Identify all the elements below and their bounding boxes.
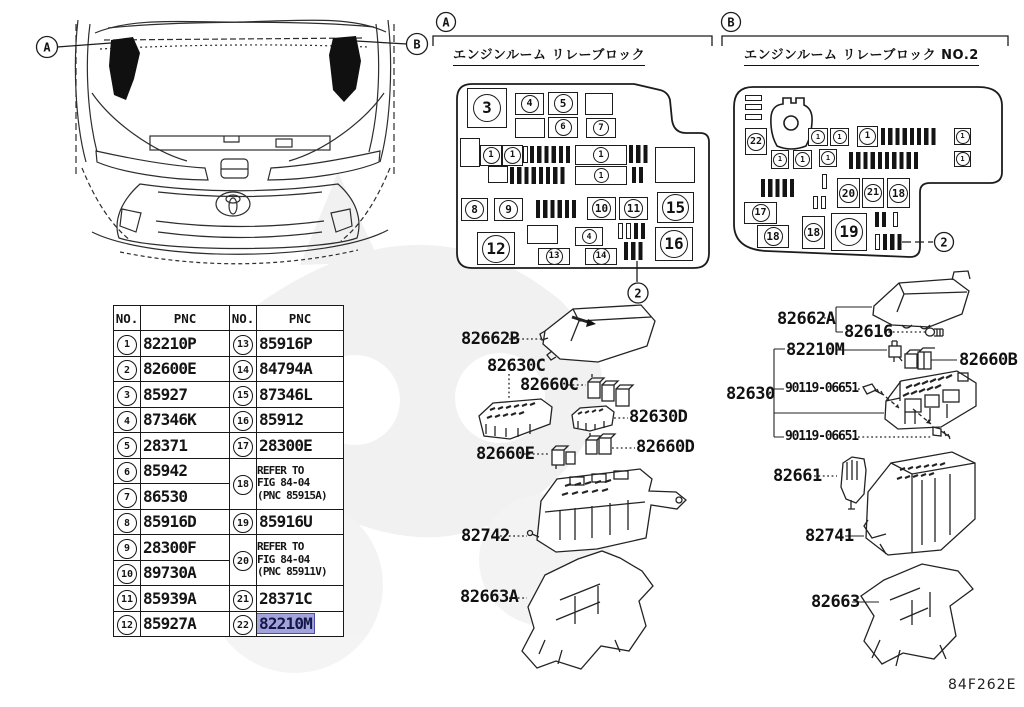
circled-number: 21 bbox=[233, 590, 253, 610]
table-no-cell bbox=[114, 535, 141, 561]
part-drawing-82741 bbox=[864, 452, 975, 555]
part-drawing-82660D bbox=[586, 433, 615, 454]
relay-cell-number: 14 bbox=[593, 248, 610, 265]
relay-cell-number: 1 bbox=[956, 152, 970, 166]
table-no-cell bbox=[114, 331, 141, 357]
part-drawing-82660B bbox=[905, 348, 935, 369]
table-pnc-cell[interactable]: 85927A bbox=[141, 611, 230, 637]
circled-number: 4 bbox=[117, 411, 137, 431]
table-no-cell bbox=[230, 433, 257, 459]
table-no-cell bbox=[114, 560, 141, 586]
table-row[interactable] bbox=[114, 535, 344, 561]
part-drawing-82616 bbox=[926, 328, 944, 336]
part-label-82630D: 82630D bbox=[629, 407, 688, 427]
relay-cell-number: 3 bbox=[473, 94, 501, 122]
circled-number: 6 bbox=[117, 462, 137, 482]
table-no-cell bbox=[230, 535, 257, 586]
circled-number: 18 bbox=[233, 475, 253, 495]
relay-cell-number: 1 bbox=[811, 130, 825, 144]
circled-number: 19 bbox=[233, 513, 253, 533]
part-label-82660E: 82660E bbox=[476, 444, 535, 464]
callout-line-a bbox=[57, 43, 111, 47]
table-pnc-cell[interactable]: 85939A bbox=[141, 586, 230, 612]
circled-number: 5 bbox=[117, 437, 137, 457]
relay-block-a-outline bbox=[457, 84, 709, 268]
table-no-cell bbox=[114, 484, 141, 510]
table-pnc-cell[interactable]: 85912 bbox=[257, 407, 344, 433]
part-label-82660C: 82660C bbox=[520, 375, 579, 395]
relay-cell-number: 21 bbox=[864, 184, 882, 202]
table-pnc-cell[interactable]: 28371C bbox=[257, 586, 344, 612]
table-no-cell bbox=[114, 458, 141, 484]
relay-cell-number: 20 bbox=[839, 184, 858, 203]
table-no-cell bbox=[114, 407, 141, 433]
table-pnc-cell[interactable]: 84794A bbox=[257, 356, 344, 382]
table-pnc-cell[interactable]: 85916P bbox=[257, 331, 344, 357]
table-row[interactable] bbox=[114, 356, 344, 382]
part-label-82210M: 82210M bbox=[786, 340, 845, 360]
relay-cell-number: 11 bbox=[624, 199, 643, 218]
part-label-82742: 82742 bbox=[461, 526, 510, 546]
section-a-title: エンジンルーム リレーブロック bbox=[453, 44, 645, 66]
table-pnc-cell[interactable]: REFER TO FIG 84-04 (PNC 85911V) bbox=[257, 535, 344, 586]
table-pnc-cell[interactable]: 28300F bbox=[141, 535, 230, 561]
table-no-cell bbox=[230, 382, 257, 408]
block-b-callout-label: 2 bbox=[940, 235, 948, 250]
relay-block-location-a bbox=[109, 37, 140, 100]
relay-cell-number: 4 bbox=[521, 95, 539, 113]
diagram-code-label: 84F262E bbox=[948, 677, 1017, 693]
circled-number: 13 bbox=[233, 335, 253, 355]
circled-number: 17 bbox=[233, 437, 253, 457]
circled-number: 7 bbox=[117, 488, 137, 508]
section-b-label: B bbox=[727, 15, 735, 30]
table-row[interactable] bbox=[114, 433, 344, 459]
part-label-82630: 82630 bbox=[726, 384, 775, 404]
part-label-90119-06651: 90119-06651 bbox=[785, 381, 858, 396]
relay-cell-number: 18 bbox=[804, 223, 823, 242]
table-pnc-cell[interactable]: 89730A bbox=[141, 560, 230, 586]
relay-cell-number: 17 bbox=[752, 204, 770, 222]
bracket-82662A bbox=[836, 307, 872, 332]
part-label-82663A: 82663A bbox=[460, 587, 519, 607]
relay-cell-number: 19 bbox=[835, 218, 863, 246]
relay-block-location-b bbox=[329, 36, 361, 102]
table-pnc-cell[interactable]: REFER TO FIG 84-04 (PNC 85915A) bbox=[257, 458, 344, 509]
relay-cell-number: 18 bbox=[889, 184, 908, 203]
part-label-82662B: 82662B bbox=[461, 329, 520, 349]
relay-cell-number: 9 bbox=[499, 200, 518, 219]
relay-cell-number: 1 bbox=[773, 153, 787, 167]
circled-number: 8 bbox=[117, 513, 137, 533]
part-label-82662A: 82662A bbox=[777, 309, 836, 329]
table-pnc-cell[interactable]: 85916D bbox=[141, 509, 230, 535]
circled-number: 22 bbox=[233, 615, 253, 635]
part-label-82660B: 82660B bbox=[959, 350, 1018, 370]
part-label-82660D: 82660D bbox=[636, 437, 695, 457]
part-label-82663: 82663 bbox=[811, 592, 860, 612]
relay-cell-number: 5 bbox=[554, 94, 573, 113]
section-b-title: エンジンルーム リレーブロック NO.2 bbox=[744, 44, 979, 66]
relay-cell-number: 13 bbox=[546, 248, 563, 265]
car-callout-b-label: B bbox=[413, 37, 421, 52]
table-no-cell bbox=[230, 407, 257, 433]
relay-cell-number: 7 bbox=[593, 120, 609, 136]
table-header-no: NO. bbox=[230, 306, 257, 331]
table-pnc-cell[interactable]: 82210P bbox=[141, 331, 230, 357]
section-a-label: A bbox=[442, 15, 450, 30]
table-no-cell bbox=[114, 586, 141, 612]
table-row[interactable] bbox=[114, 382, 344, 408]
part-label-82741: 82741 bbox=[805, 526, 854, 546]
relay-cell-number: 18 bbox=[764, 227, 783, 246]
car-callout-a-label: A bbox=[43, 40, 51, 55]
table-header-pnc: PNC bbox=[257, 306, 344, 331]
table-pnc-cell[interactable]: 87346L bbox=[257, 382, 344, 408]
part-drawing-82630D bbox=[572, 406, 614, 431]
table-no-cell bbox=[230, 611, 257, 637]
circled-number: 9 bbox=[117, 539, 137, 559]
table-pnc-cell[interactable]: 87346K bbox=[141, 407, 230, 433]
table-header-pnc: PNC bbox=[141, 306, 230, 331]
circled-number: 11 bbox=[117, 590, 137, 610]
table-row[interactable] bbox=[114, 611, 344, 637]
table-pnc-cell[interactable]: 85942 bbox=[141, 458, 230, 484]
callout-line-b bbox=[356, 41, 407, 44]
table-row[interactable] bbox=[114, 586, 344, 612]
circled-number: 2 bbox=[117, 360, 137, 380]
part-label-82616: 82616 bbox=[844, 322, 893, 342]
table-pnc-cell[interactable]: 28371 bbox=[141, 433, 230, 459]
relay-cell-number: 1 bbox=[795, 152, 810, 167]
table-pnc-cell[interactable]: 28300E bbox=[257, 433, 344, 459]
circled-number: 1 bbox=[117, 335, 137, 355]
part-label-82661: 82661 bbox=[773, 466, 822, 486]
relay-cell-number: 1 bbox=[593, 147, 609, 163]
table-no-cell bbox=[230, 356, 257, 382]
table-row[interactable] bbox=[114, 458, 344, 484]
relay-cell-number: 6 bbox=[555, 119, 572, 136]
relay-b-mount bbox=[771, 98, 812, 149]
highlighted-pnc: 82210M bbox=[259, 614, 312, 634]
table-no-cell bbox=[114, 611, 141, 637]
table-no-cell bbox=[230, 331, 257, 357]
table-no-cell bbox=[114, 509, 141, 535]
relay-cell-number: 16 bbox=[660, 230, 688, 258]
table-pnc-cell[interactable]: 85916U bbox=[257, 509, 344, 535]
relay-cell-number: 1 bbox=[956, 130, 970, 144]
table-row[interactable] bbox=[114, 331, 344, 357]
table-header-no: NO. bbox=[114, 306, 141, 331]
relay-cell-number: 22 bbox=[747, 133, 765, 151]
pnc-table bbox=[113, 305, 344, 637]
circled-number: 3 bbox=[117, 386, 137, 406]
table-no-cell bbox=[114, 382, 141, 408]
table-no-cell bbox=[230, 586, 257, 612]
relay-cell-number: 12 bbox=[482, 235, 510, 263]
table-no-cell bbox=[230, 509, 257, 535]
circled-number: 15 bbox=[233, 386, 253, 406]
part-drawing-82210M bbox=[889, 341, 902, 362]
relay-cell-number: 15 bbox=[662, 194, 689, 221]
part-drawing-82662A bbox=[873, 271, 970, 329]
table-pnc-cell[interactable]: 82600E bbox=[141, 356, 230, 382]
circled-number: 20 bbox=[233, 551, 253, 571]
relay-cell-number: 8 bbox=[465, 200, 484, 219]
circled-number: 16 bbox=[233, 411, 253, 431]
table-pnc-cell[interactable]: 85927 bbox=[141, 382, 230, 408]
part-drawing-82630 bbox=[885, 371, 976, 429]
table-no-cell bbox=[114, 433, 141, 459]
relay-cell-number: 1 bbox=[483, 147, 500, 164]
table-no-cell bbox=[230, 458, 257, 509]
relay-cell-number: 1 bbox=[859, 128, 876, 145]
relay-cell-number: 1 bbox=[594, 168, 609, 183]
table-pnc-cell[interactable] bbox=[257, 611, 344, 637]
circled-number: 14 bbox=[233, 360, 253, 380]
table-row[interactable] bbox=[114, 509, 344, 535]
part-drawing-82661 bbox=[841, 457, 866, 509]
table-row[interactable] bbox=[114, 407, 344, 433]
part-label-82630C: 82630C bbox=[487, 356, 546, 376]
part-label-90119-06651: 90119-06651 bbox=[785, 429, 858, 444]
part-drawing-82663 bbox=[861, 564, 973, 666]
relay-cell-number: 1 bbox=[821, 151, 835, 165]
relay-cell-number: 4 bbox=[582, 229, 597, 244]
table-pnc-cell[interactable]: 86530 bbox=[141, 484, 230, 510]
relay-cell-number: 10 bbox=[592, 199, 611, 218]
table-no-cell bbox=[114, 356, 141, 382]
circled-number: 12 bbox=[117, 615, 137, 635]
circled-number: 10 bbox=[117, 564, 137, 584]
block-a-callout-label: 2 bbox=[634, 286, 642, 301]
relay-cell-number: 1 bbox=[504, 147, 521, 164]
relay-cell-number: 1 bbox=[833, 130, 847, 144]
